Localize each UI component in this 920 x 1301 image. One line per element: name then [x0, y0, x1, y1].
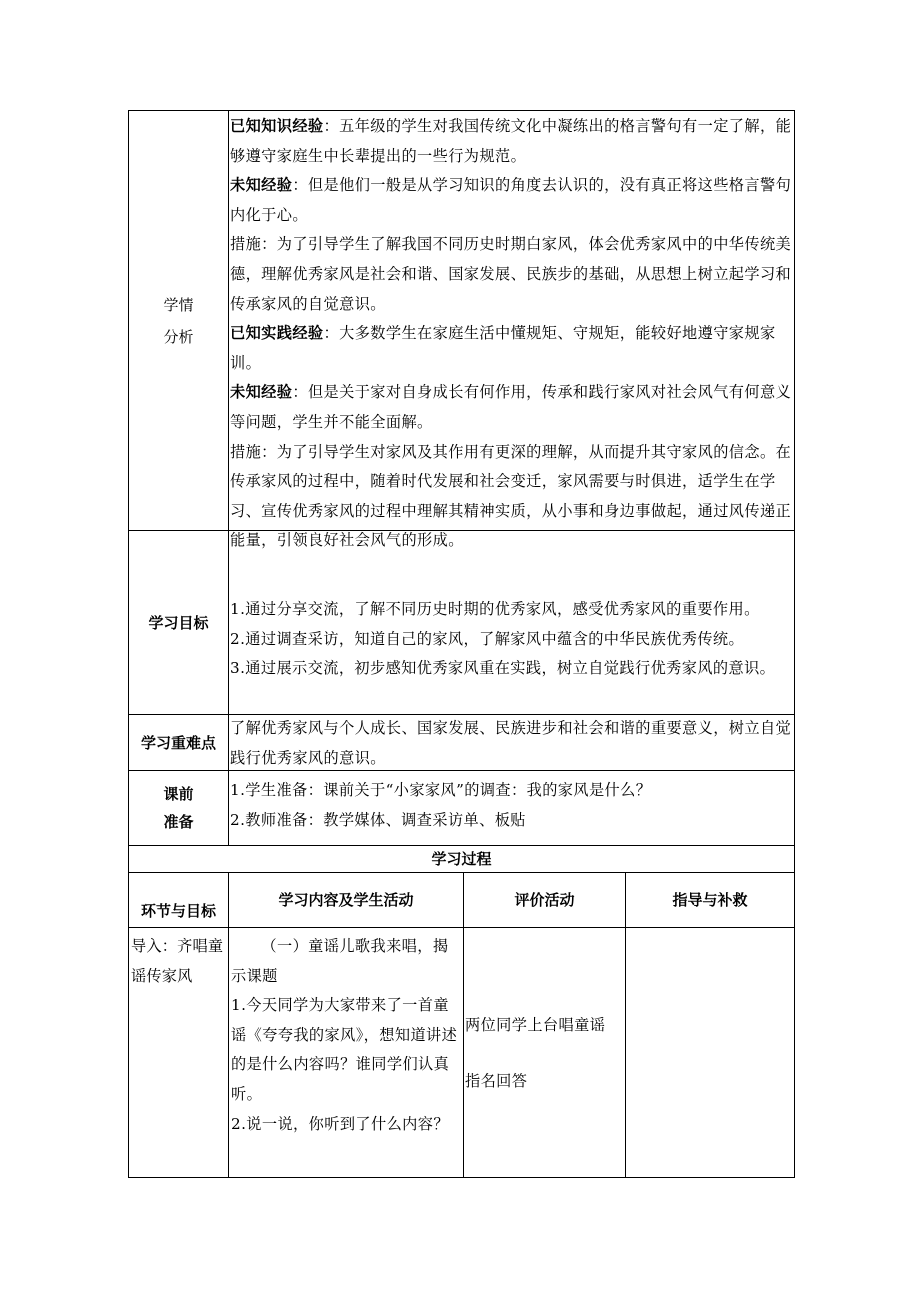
- analysis-label: [129, 111, 228, 530]
- analysis-label-line2: 分析: [163, 327, 194, 346]
- student-prep: 1.学生准备：课前关于“小家家风”的调查：我的家风是什么？: [230, 781, 652, 799]
- header-content: 学习内容及学生活动: [278, 891, 414, 909]
- teacher-prep: 2.教师准备：教学媒体、调查采访单、板贴: [230, 810, 526, 829]
- header-stage: 环节与目标: [140, 902, 216, 920]
- analysis-content: [230, 112, 793, 550]
- goal-item: 1.通过分享交流，了解不同历史时期的优秀家风，感受优秀家风的重要作用。: [230, 600, 760, 618]
- stage-cell: [131, 932, 227, 991]
- analysis-label-line1: 学情: [163, 295, 194, 314]
- table-border-right: [794, 110, 795, 1178]
- evaluation-item: 指名回答: [465, 1071, 528, 1090]
- goal-item: 2.通过调查采访，知道自己的家风，了解家风中蕴含的中华民族优秀传统。: [230, 629, 745, 648]
- evaluation-item: 两位同学上台唱童谣: [465, 1016, 606, 1034]
- goal-item: 3.通过展示交流，初步感知优秀家风重在实践，树立自觉践行优秀家风的意识。: [230, 659, 776, 678]
- goals-content: [230, 595, 793, 684]
- known-knowledge-key: 已知知识经验: [230, 117, 324, 135]
- unknown-experience-key-2: 未知经验: [230, 383, 293, 402]
- content-heading: （一）童谣儿歌我来唱，揭示课题: [231, 937, 449, 985]
- evaluation-cell: [465, 1011, 625, 1096]
- unknown-experience-key: 未知经验: [230, 176, 293, 195]
- content-item: 2.说一说，你听到了什么内容？: [231, 1114, 449, 1133]
- content-item: 1.今天同学为大家带来了一首童谣《夸夸我的家风》，想知道讲述的是什么内容吗？谁同学们认真听。: [231, 996, 458, 1103]
- column-divider: [228, 110, 229, 846]
- header-guidance: 指导与补救: [672, 891, 748, 909]
- measures-paragraph: 措施：为了引导学生了解我国不同历史时期白家风，体会优秀家风中的中华传统美德，理解优秀家风是社会和谐、国家发展、民族步的基础，从思想上树立起学习和传承家风的自觉意识。: [230, 235, 792, 313]
- header-evaluation: 评价活动: [514, 891, 575, 909]
- key-points-text: 了解优秀家风与个人成长、国家发展、民族进步和社会和谐的重要意义，树立自觉践行优秀家风的意识。: [230, 719, 792, 767]
- prep-label: [129, 771, 228, 845]
- key-points-label: 学习重难点: [140, 733, 216, 752]
- key-points-content: [230, 714, 793, 773]
- known-knowledge-text: ：五年级的学生对我国传统文化中凝练出的格言警句有一定了解，能够遵守家庭生中长辈提出的一些行为规范。: [230, 117, 792, 165]
- unknown-experience-paragraph: [230, 171, 793, 230]
- prep-label-line1: 课前: [163, 785, 194, 803]
- process-title: 学习过程: [431, 850, 492, 868]
- prep-content: [230, 776, 793, 835]
- known-practice-text: ：大多数学生在家庭生活中懂规矩、守规矩，能较好地遵守家规家训。: [230, 324, 776, 372]
- unknown-experience-text-2: ：但是关于家对自身成长有何作用，传承和践行家风对社会风气有何意义等问题，学生并不能全面解。: [230, 383, 792, 431]
- stage-text: 导入：齐唱童谣传家风: [131, 937, 224, 985]
- prep-label-line2: 准备: [163, 813, 194, 831]
- unknown-experience-text: ：但是他们一般是从学习知识的角度去认识的，没有真正将这些格言警句内化于心。: [230, 176, 792, 224]
- unknown-experience-paragraph-2: [230, 378, 793, 437]
- known-practice-paragraph: [230, 319, 793, 378]
- known-knowledge-paragraph: [230, 112, 793, 171]
- measures-paragraph-2: 措施：为了引导学生对家风及其作用有更深的理解，从而提升其守家风的信念。在传承家风的过程中，随着时代发展和社会变迁，家风需要与时俱进，适学生在学习、宣传优秀家风的过程中理解其精神实质，从小事和身边事做起，通过风传递正能量，引领良好社会风气的形成。: [230, 442, 792, 550]
- content-cell: [231, 932, 461, 1139]
- goals-label: 学习目标: [148, 613, 209, 632]
- known-practice-key: 已知实践经验: [230, 324, 324, 343]
